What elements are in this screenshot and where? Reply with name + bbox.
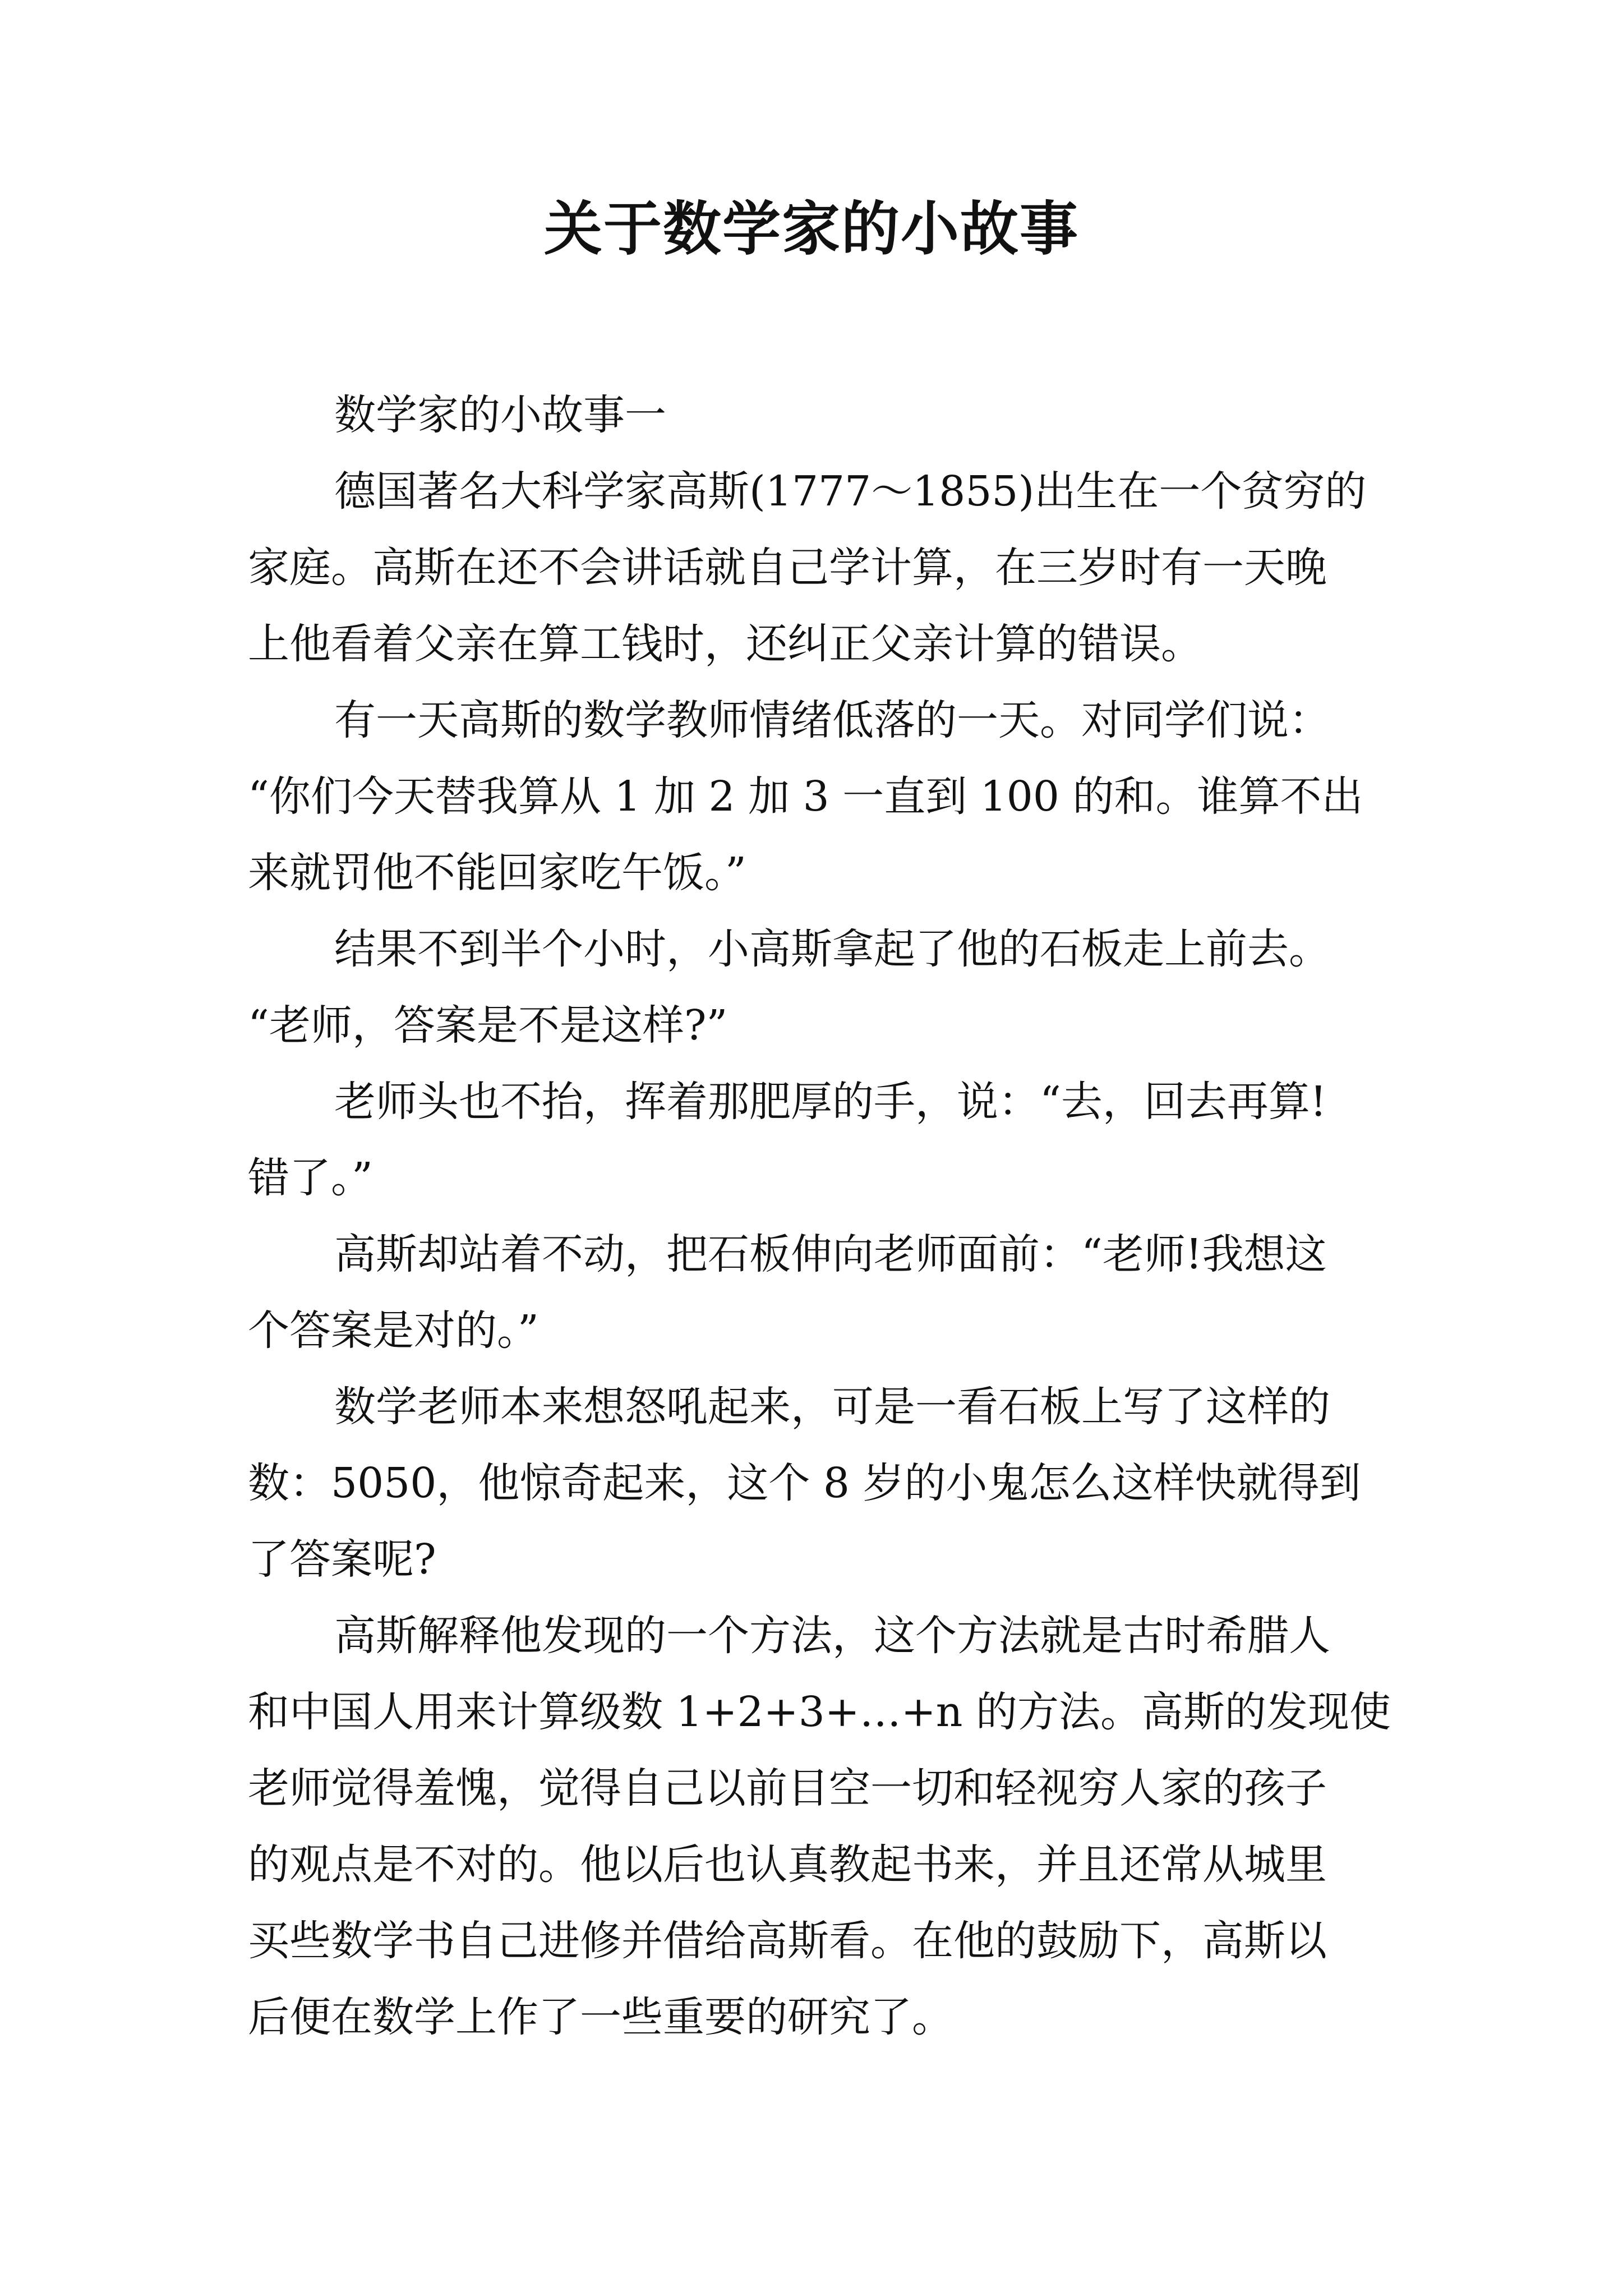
text-line: “你们今天替我算从 1 加 2 加 3 一直到 100 的和。谁算不出 — [248, 772, 1363, 821]
document-body — [248, 377, 1391, 2055]
text-line: 个答案是对的。” — [248, 1306, 539, 1355]
text-line: 上他看着父亲在算工钱时，还纠正父亲计算的错误。 — [248, 620, 1202, 668]
text-line: 数：5050，他惊奇起来，这个 8 岁的小鬼怎么这样快就得到 — [248, 1459, 1361, 1507]
text-line: 老师觉得羞愧，觉得自己以前目空一切和轻视穷人家的孩子 — [248, 1764, 1327, 1812]
text-line: 来就罚他不能回家吃午饭。” — [248, 849, 746, 897]
text-line: 错了。” — [248, 1154, 373, 1202]
text-line: 德国著名大科学家高斯(1777～1855)出生在一个贫穷的 — [334, 467, 1367, 516]
text-line: 数学老师本来想怒吼起来，可是一看石板上写了这样的 — [334, 1383, 1330, 1431]
text-line: 了答案呢? — [248, 1535, 436, 1584]
text-line: 结果不到半个小时，小高斯拿起了他的石板走上前去。 — [334, 925, 1330, 973]
text-line: 高斯解释他发现的一个方法，这个方法就是古时希腊人 — [334, 1612, 1330, 1660]
text-line: 的观点是不对的。他以后也认真教起书来，并且还常从城里 — [248, 1841, 1327, 1889]
text-line: 高斯却站着不动，把石板伸向老师面前：“老师!我想这 — [334, 1230, 1327, 1278]
text-line: “老师，答案是不是这样?” — [248, 1001, 728, 1050]
text-line: 买些数学书自己进修并借给高斯看。在他的鼓励下，高斯以 — [248, 1917, 1327, 1965]
text-line: 数学家的小故事一 — [334, 391, 666, 439]
text-line: 家庭。高斯在还不会讲话就自己学计算，在三岁时有一天晚 — [248, 544, 1327, 592]
text-line: 后便在数学上作了一些重要的研究了。 — [248, 1993, 953, 2041]
document-title: 关于数学家的小故事 — [543, 194, 1079, 263]
text-line: 和中国人用来计算级数 1+2+3+…+n 的方法。高斯的发现使 — [248, 1688, 1391, 1736]
text-line: 老师头也不抬，挥着那肥厚的手，说：“去，回去再算! — [334, 1078, 1327, 1126]
text-line: 有一天高斯的数学教师情绪低落的一天。对同学们说： — [334, 696, 1330, 744]
